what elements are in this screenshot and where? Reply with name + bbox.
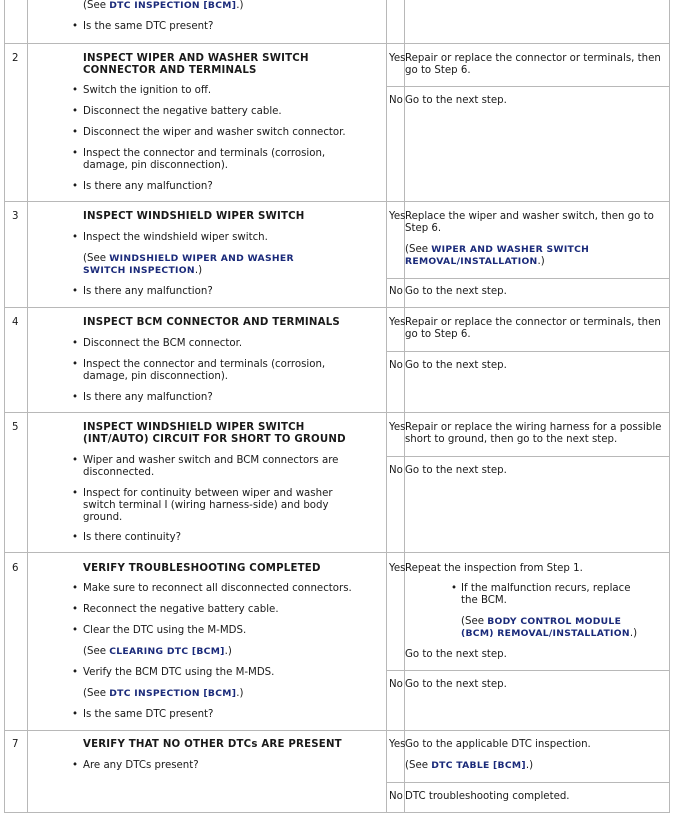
no-label: No: [389, 791, 403, 802]
step-title: INSPECT BCM CONNECTOR AND TERMINALS: [83, 317, 340, 328]
yes-label: Yes: [389, 211, 406, 222]
yes-action: Go to the next step.: [405, 649, 507, 660]
yes-action: Repair or replace the connector or terminals, then go to Step 6.: [405, 317, 661, 340]
no-action: Go to the next step.: [405, 679, 507, 690]
yes-no-divider: [386, 782, 670, 783]
yes-no-divider: [386, 351, 670, 352]
row-divider: [4, 307, 670, 308]
question: • Is there continuity?: [83, 532, 383, 544]
no-label: No: [389, 465, 403, 476]
switch-removal-link[interactable]: WIPER AND WASHER SWITCH REMOVAL/INSTALLATION: [405, 244, 590, 267]
yes-label: Yes: [389, 53, 406, 64]
yes-action: Repair or replace the wiring harness for a possible short to ground, then go to the next step.: [405, 422, 662, 445]
dtc-inspection-link[interactable]: DTC INSPECTION [BCM]: [109, 0, 237, 11]
yes-sub-item: • If the malfunction recurs, replace the BCM.: [461, 583, 641, 607]
instruction-item: • Inspect the connector and terminals (corrosion, damage, pin disconnection).: [83, 148, 333, 172]
yes-label: Yes: [389, 563, 406, 574]
see-reference: (See BODY CONTROL MODULE (BCM) REMOVAL/INSTALLATION.): [461, 616, 638, 639]
instruction-item: • Inspect the windshield wiper switch.: [83, 232, 383, 244]
table-border-right: [669, 0, 670, 813]
no-label: No: [389, 286, 403, 297]
no-label: No: [389, 95, 403, 106]
instruction-item: • Disconnect the wiper and washer switch connector.: [83, 127, 383, 139]
step-title: INSPECT WINDSHIELD WIPER SWITCH: [83, 211, 305, 222]
instruction-item: • Reconnect the negative battery cable.: [83, 604, 383, 616]
instruction-item: • Verify the BCM DTC using the M-MDS.: [83, 667, 383, 679]
switch-inspection-link[interactable]: WINDSHIELD WIPER AND WASHER SWITCH INSPECTION: [83, 253, 294, 276]
question: • Are any DTCs present?: [83, 760, 383, 772]
row-divider: [4, 412, 670, 413]
yes-action: Go to the applicable DTC inspection.: [405, 739, 591, 750]
clearing-dtc-link[interactable]: CLEARING DTC [BCM]: [109, 646, 225, 657]
yes-no-divider: [386, 456, 670, 457]
step-title: VERIFY THAT NO OTHER DTCs ARE PRESENT: [83, 739, 342, 750]
instruction-item: • Disconnect the BCM connector.: [83, 338, 383, 350]
question: • Is the same DTC present?: [83, 709, 383, 721]
row-divider: [4, 730, 670, 731]
column-divider-number: [27, 0, 28, 813]
question: • Is there any malfunction?: [83, 286, 383, 298]
no-action: Go to the next step.: [405, 286, 507, 297]
instruction-item: • Disconnect the negative battery cable.: [83, 106, 383, 118]
instruction-item: • Inspect the connector and terminals (corrosion, damage, pin disconnection).: [83, 359, 333, 383]
yes-action: Replace the wiper and washer switch, then go to Step 6.: [405, 211, 654, 234]
step-title: VERIFY TROUBLESHOOTING COMPLETED: [83, 563, 321, 574]
no-label: No: [389, 679, 403, 690]
row-divider: [4, 43, 670, 44]
bcm-removal-link[interactable]: BODY CONTROL MODULE (BCM) REMOVAL/INSTALLATION: [461, 616, 630, 639]
column-divider-yesno: [404, 0, 405, 813]
step-title: INSPECT WINDSHIELD WIPER SWITCH (INT/AUTO) CIRCUIT FOR SHORT TO GROUND: [83, 422, 346, 445]
yes-action: Repair or replace the connector or terminals, then go to Step 6.: [405, 53, 661, 76]
step-number: 3: [12, 211, 19, 222]
yes-no-divider: [386, 670, 670, 671]
yes-no-divider: [386, 86, 670, 87]
table-border-bottom: [4, 812, 670, 813]
no-action: DTC troubleshooting completed.: [405, 791, 570, 802]
step-title: INSPECT WIPER AND WASHER SWITCH CONNECTOR AND TERMINALS: [83, 53, 309, 76]
yes-label: Yes: [389, 317, 406, 328]
table-border-left: [4, 0, 5, 813]
see-reference: (See WINDSHIELD WIPER AND WASHER SWITCH INSPECTION.): [83, 253, 294, 276]
see-reference: (See DTC INSPECTION [BCM].): [83, 688, 244, 699]
column-divider-action: [386, 0, 387, 813]
instruction-item: • Switch the ignition to off.: [83, 85, 383, 97]
no-action: Go to the next step.: [405, 360, 507, 371]
row-divider: [4, 201, 670, 202]
no-label: No: [389, 360, 403, 371]
see-reference: (See CLEARING DTC [BCM].): [83, 646, 232, 657]
question: • Is there any malfunction?: [83, 181, 383, 193]
dtc-table-link[interactable]: DTC TABLE [BCM]: [431, 760, 526, 771]
dtc-inspection-link[interactable]: DTC INSPECTION [BCM]: [109, 688, 237, 699]
row-divider: [4, 552, 670, 553]
see-reference: (See WIPER AND WASHER SWITCH REMOVAL/INSTALLATION.): [405, 244, 590, 267]
see-reference: (See DTC INSPECTION [BCM].): [83, 0, 244, 11]
instruction-item: • Wiper and washer switch and BCM connectors are disconnected.: [83, 455, 348, 479]
yes-no-divider: [386, 278, 670, 279]
see-reference: (See DTC TABLE [BCM].): [405, 760, 534, 771]
instruction-item: • Inspect for continuity between wiper and washer switch terminal I (wiring harness-side) and body ground.: [83, 488, 338, 524]
instruction-item: • Make sure to reconnect all disconnected connectors.: [83, 583, 383, 595]
yes-action: Repeat the inspection from Step 1.: [405, 563, 583, 574]
question: • Is the same DTC present?: [83, 21, 383, 33]
step-number: 4: [12, 317, 19, 328]
no-action: Go to the next step.: [405, 95, 507, 106]
step-number: 2: [12, 53, 19, 64]
step-number: 7: [12, 739, 19, 750]
step-number: 5: [12, 422, 19, 433]
yes-label: Yes: [389, 739, 406, 750]
no-action: Go to the next step.: [405, 465, 507, 476]
step-number: 6: [12, 563, 19, 574]
yes-label: Yes: [389, 422, 406, 433]
instruction-item: • Clear the DTC using the M-MDS.: [83, 625, 383, 637]
question: • Is there any malfunction?: [83, 392, 383, 404]
